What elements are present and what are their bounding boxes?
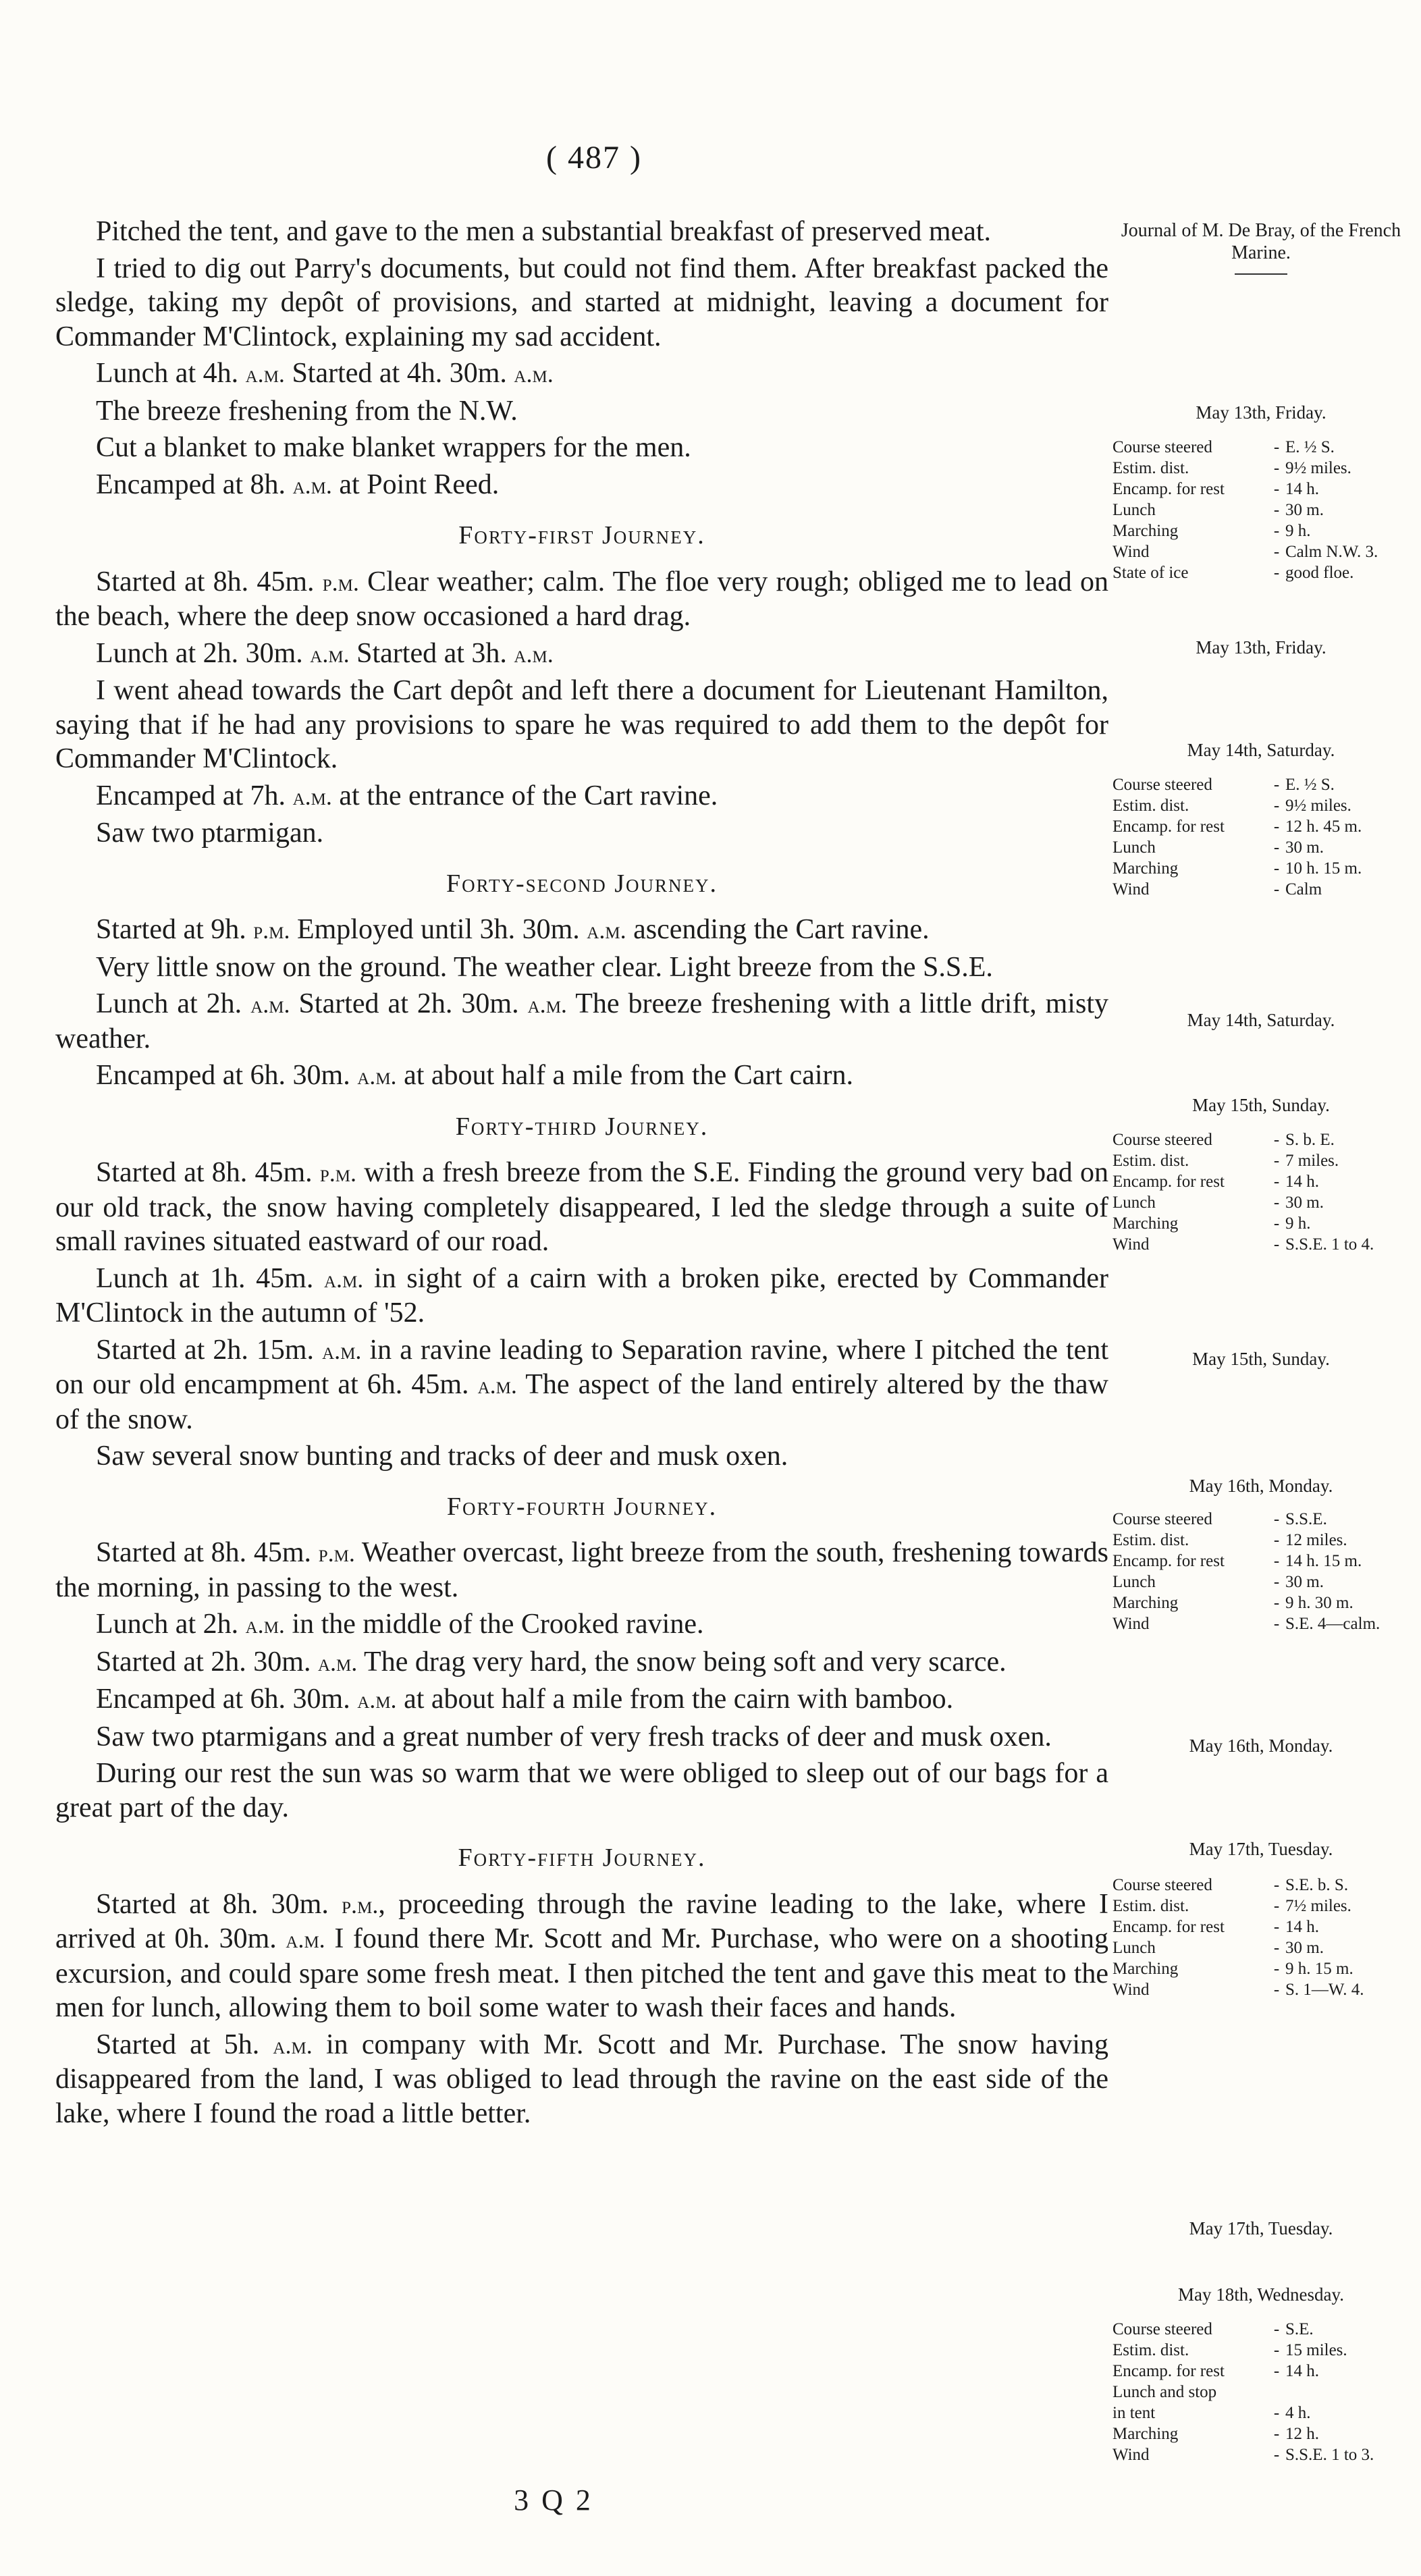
journal-paragraph: Encamped at 7h. a.m. at the entrance of the Cart ravine. (96, 780, 718, 811)
time-marker: a.m. (587, 917, 626, 944)
log-key: State of ice (1112, 564, 1189, 582)
log-value: 9½ miles. (1285, 797, 1351, 815)
journey-heading: Forty-fifth Journey. (458, 1844, 706, 1872)
margin-date: May 18th, Wednesday. (1177, 2284, 1345, 2305)
log-key: Wind (1112, 1235, 1150, 1254)
log-row (1112, 879, 1410, 900)
log-key: Marching (1112, 1214, 1179, 1233)
log-row (1112, 1234, 1410, 1255)
log-value: S. b. E. (1285, 1131, 1335, 1149)
journal-paragraph: Very little snow on the ground. The weather clear. Light breeze from the S.S.E. (96, 951, 993, 983)
log-dash: - (1273, 859, 1280, 878)
log-dash: - (1273, 1876, 1280, 1894)
journal-paragraph: Started at 8h. 45m. p.m. Clear weather; calm. The floe very rough; obliged me to lead on the beach, where the deep snow occasioned a hard drag. (55, 566, 1108, 632)
log-dash: - (1273, 480, 1280, 498)
log-value: 30 m. (1285, 501, 1324, 519)
log-row (1112, 2382, 1410, 2403)
log-row (1112, 458, 1410, 479)
log-row (1112, 2444, 1410, 2465)
journal-paragraph: Started at 8h. 45m. p.m. Weather overcast, light breeze from the south, freshening towards the morning, in passing to the west. (55, 1537, 1108, 1603)
log-value: S.S.E. (1285, 1510, 1327, 1528)
time-marker: a.m. (245, 1611, 285, 1638)
log-dash: - (1273, 1214, 1280, 1233)
log-key: Course steered (1112, 1876, 1212, 1894)
log-value: S. 1—W. 4. (1285, 1981, 1364, 1999)
margin-header: Journal of M. De Bray, of the French Marine. (1121, 220, 1401, 263)
log-row (1112, 479, 1410, 500)
log-key: Course steered (1112, 776, 1212, 794)
log-dash: - (1273, 1193, 1280, 1212)
log-row (1112, 2361, 1410, 2382)
log-row (1112, 520, 1410, 541)
log-value: 14 h. (1285, 480, 1319, 498)
log-value: 30 m. (1285, 1573, 1324, 1591)
log-key: Estim. dist. (1112, 1897, 1189, 1915)
log-value: E. ½ S. (1285, 438, 1335, 456)
log-key: Lunch (1112, 1939, 1156, 1957)
log-row (1112, 2340, 1410, 2361)
log-key: Wind (1112, 880, 1150, 898)
log-row (1112, 1192, 1410, 1213)
log-row (1112, 1509, 1410, 1530)
log-key: Course steered (1112, 438, 1212, 456)
log-key: Lunch (1112, 501, 1156, 519)
journey-heading: Forty-first Journey. (458, 521, 705, 549)
time-marker: p.m. (342, 1891, 379, 1918)
time-marker: a.m. (514, 360, 554, 387)
log-dash: - (1273, 1939, 1280, 1957)
journal-paragraph: Lunch at 4h. a.m. Started at 4h. 30m. a.m. (96, 358, 554, 389)
log-value: 30 m. (1285, 1193, 1324, 1212)
log-dash: - (1273, 1552, 1280, 1570)
margin-date: May 15th, Sunday. (1192, 1349, 1330, 1369)
log-row (1112, 1979, 1410, 2000)
daily-log (1112, 1509, 1410, 1634)
time-marker: a.m. (514, 640, 554, 668)
daily-log (1112, 1875, 1410, 2000)
log-value: 9 h. 30 m. (1285, 1594, 1353, 1612)
time-marker: a.m. (357, 1063, 397, 1090)
log-row (1112, 1572, 1410, 1592)
log-value: S.E. (1285, 2320, 1314, 2338)
log-key: Lunch (1112, 838, 1156, 857)
log-dash: - (1273, 564, 1280, 582)
log-value: 14 h. (1285, 1918, 1319, 1936)
page-number: ( 487 ) (546, 140, 642, 176)
margin-date: May 14th, Saturday. (1187, 1010, 1335, 1030)
journal-paragraph: Encamped at 8h. a.m. at Point Reed. (96, 468, 500, 500)
log-dash: - (1273, 1510, 1280, 1528)
journal-paragraph: Started at 9h. p.m. Employed until 3h. 30m. a.m. ascending the Cart ravine. (96, 914, 930, 945)
log-value: Calm (1285, 880, 1322, 898)
log-key: Course steered (1112, 1510, 1212, 1528)
journal-paragraph: Started at 8h. 30m. p.m., proceeding through the ravine leading to the lake, where I arrived at 0h. 30m. a.m. I found there Mr. Scott and Mr. Purchase, who were on a shooting excursion, and could spare some fresh meat. I then pitched the tent and gave this meat to the men for lunch, allowing them to boil some water to wash their faces and hands. (55, 1888, 1109, 2023)
margin-date: May 14th, Saturday. (1187, 740, 1335, 760)
time-marker: a.m. (310, 640, 350, 668)
journal-paragraph: Started at 5h. a.m. in company with Mr. Scott and Mr. Purchase. The snow having disappeared from the land, I was obliged to lead through the ravine on the east side of the lake, where I found the road a little better. (55, 2029, 1108, 2129)
log-row (1112, 562, 1410, 583)
log-key: Wind (1112, 1615, 1150, 1633)
log-key: Wind (1112, 2446, 1150, 2464)
log-value: 14 h. (1285, 1173, 1319, 1191)
log-value: S.E. b. S. (1285, 1876, 1349, 1894)
journal-paragraph: Started at 2h. 15m. a.m. in a ravine leading to Separation ravine, where I pitched the tent on our old encampment at 6h. 45m. a.m. The aspect of the land entirely altered by the thaw of the snow. (55, 1334, 1108, 1435)
log-row (1112, 1896, 1410, 1916)
log-dash: - (1273, 1573, 1280, 1591)
log-dash: - (1273, 2446, 1280, 2464)
log-row (1112, 837, 1410, 858)
log-row (1112, 1129, 1410, 1150)
log-key: Lunch (1112, 1573, 1156, 1591)
log-row (1112, 541, 1410, 562)
log-key: Encamp. for rest (1112, 2362, 1225, 2380)
margin-column (1112, 219, 1410, 2464)
log-key: Estim. dist. (1112, 459, 1189, 477)
log-dash: - (1273, 776, 1280, 794)
log-key: Course steered (1112, 2320, 1212, 2338)
log-row (1112, 1613, 1410, 1634)
log-dash: - (1273, 1173, 1280, 1191)
time-marker: a.m. (292, 471, 332, 499)
log-key: Marching (1112, 1594, 1179, 1612)
log-key: Encamp. for rest (1112, 817, 1225, 836)
journey-heading: Forty-third Journey. (455, 1112, 709, 1141)
log-value: S.S.E. 1 to 4. (1285, 1235, 1374, 1254)
log-dash: - (1273, 880, 1280, 898)
log-row (1112, 437, 1410, 458)
log-dash: - (1273, 817, 1280, 836)
log-row (1112, 1875, 1410, 1896)
log-value: 30 m. (1285, 1939, 1324, 1957)
log-row (1112, 774, 1410, 795)
log-key: Wind (1112, 543, 1150, 561)
log-dash: - (1273, 501, 1280, 519)
log-dash: - (1273, 1897, 1280, 1915)
log-dash: - (1273, 438, 1280, 456)
log-row (1112, 1916, 1410, 1937)
daily-log (1112, 437, 1410, 583)
margin-date: May 13th, Friday. (1196, 637, 1326, 658)
log-value: 9 h. (1285, 1214, 1311, 1233)
journal-paragraph: Encamped at 6h. 30m. a.m. at about half a mile from the cairn with bamboo. (96, 1684, 954, 1715)
margin-date: May 13th, Friday. (1196, 402, 1326, 423)
log-row (1112, 816, 1410, 837)
journal-paragraph: Lunch at 2h. a.m. Started at 2h. 30m. a.m. The breeze freshening with a little drift, misty weather. (55, 988, 1108, 1054)
journey-heading: Forty-second Journey. (446, 869, 718, 898)
time-marker: a.m. (245, 360, 285, 387)
journal-paragraph: Started at 2h. 30m. a.m. The drag very hard, the snow being soft and very scarce. (96, 1646, 1007, 1678)
log-key: in tent (1112, 2404, 1156, 2422)
journal-paragraph: I tried to dig out Parry's documents, but could not find them. After breakfast packed the sledge, taking my depôt of provisions, and started at midnight, leaving a document for Commander M'Clintock, explaining my sad accident. (55, 252, 1108, 352)
log-dash: - (1273, 2320, 1280, 2338)
log-key: Encamp. for rest (1112, 1918, 1225, 1936)
log-value: E. ½ S. (1285, 776, 1335, 794)
log-row (1112, 2319, 1410, 2340)
log-value: 9 h. 15 m. (1285, 1960, 1353, 1978)
log-dash: - (1273, 1918, 1280, 1936)
log-key: Encamp. for rest (1112, 480, 1225, 498)
log-row (1112, 500, 1410, 520)
log-dash: - (1273, 797, 1280, 815)
log-key: Lunch and stop (1112, 2383, 1217, 2401)
log-value: 12 h. (1285, 2425, 1319, 2443)
journal-body (55, 215, 1108, 2133)
log-key: Estim. dist. (1112, 2341, 1189, 2359)
log-key: Wind (1112, 1981, 1150, 1999)
log-dash: - (1273, 543, 1280, 561)
time-marker: p.m. (253, 917, 290, 944)
journal-paragraph: Lunch at 1h. 45m. a.m. in sight of a cairn with a broken pike, erected by Commander M'Clintock in the autumn of '52. (55, 1262, 1108, 1329)
log-row (1112, 1530, 1410, 1551)
log-dash: - (1273, 1960, 1280, 1978)
log-key: Encamp. for rest (1112, 1173, 1225, 1191)
journal-paragraph: The breeze freshening from the N.W. (96, 395, 518, 427)
log-dash: - (1273, 1981, 1280, 1999)
log-dash: - (1273, 1152, 1280, 1170)
time-marker: a.m. (273, 2031, 313, 2059)
time-marker: a.m. (527, 991, 567, 1018)
margin-date: May 16th, Monday. (1189, 1476, 1333, 1496)
time-marker: a.m. (324, 1265, 364, 1293)
log-value: 9½ miles. (1285, 459, 1351, 477)
log-dash: - (1273, 2425, 1280, 2443)
log-value: 7 miles. (1285, 1152, 1339, 1170)
daily-log (1112, 1129, 1410, 1255)
log-row (1112, 1551, 1410, 1572)
log-row (1112, 2423, 1410, 2444)
journal-paragraph: Saw several snow bunting and tracks of deer and musk oxen. (96, 1441, 788, 1472)
log-value: Calm N.W. 3. (1285, 543, 1378, 561)
log-key: Encamp. for rest (1112, 1552, 1225, 1570)
daily-log (1112, 2319, 1410, 2465)
log-value: 12 miles. (1285, 1531, 1347, 1549)
log-row (1112, 1592, 1410, 1613)
journal-paragraph: Lunch at 2h. a.m. in the middle of the Crooked ravine. (96, 1609, 704, 1640)
journal-paragraph: During our rest the sun was so warm that we were obliged to sleep out of our bags for a great part of the day. (55, 1758, 1108, 1823)
log-key: Course steered (1112, 1131, 1212, 1149)
log-dash (1268, 2382, 1285, 2403)
journal-paragraph: Saw two ptarmigan. (96, 817, 324, 849)
daily-log (1112, 774, 1410, 900)
journal-paragraph: I went ahead towards the Cart depôt and left there a document for Lieutenant Hamilton, saying that if he had any provisions to spare he was required to add them to the depôt for Commander M'Clintock. (55, 675, 1108, 774)
log-key: Lunch (1112, 1193, 1156, 1212)
log-row (1112, 1213, 1410, 1234)
log-dash: - (1273, 459, 1280, 477)
journal-paragraph: Saw two ptarmigans and a great number of very fresh tracks of deer and musk oxen. (96, 1721, 1052, 1752)
time-marker: a.m. (286, 1926, 325, 1953)
log-dash: - (1273, 522, 1280, 540)
log-key: Marching (1112, 1960, 1179, 1978)
log-dash: - (1273, 2404, 1280, 2422)
log-dash: - (1273, 838, 1280, 857)
log-dash: - (1273, 1531, 1280, 1549)
log-key: Estim. dist. (1112, 797, 1189, 815)
log-row (1112, 1958, 1410, 1979)
time-marker: p.m. (318, 1540, 355, 1567)
time-marker: p.m. (319, 1160, 357, 1187)
margin-date: May 17th, Tuesday. (1189, 2218, 1333, 2238)
time-marker: a.m. (322, 1337, 362, 1364)
margin-date: May 16th, Monday. (1189, 1736, 1333, 1756)
log-key: Marching (1112, 2425, 1179, 2443)
log-value (1285, 2382, 1410, 2403)
log-value: 15 miles. (1285, 2341, 1347, 2359)
time-marker: a.m. (477, 1372, 517, 1399)
log-dash: - (1273, 2341, 1280, 2359)
signature-mark: 3 Q 2 (514, 2484, 593, 2517)
time-marker: a.m. (357, 1686, 397, 1713)
log-dash: - (1273, 1235, 1280, 1254)
log-dash: - (1273, 1131, 1280, 1149)
journal-paragraph: Cut a blanket to make blanket wrappers for the men. (96, 432, 691, 463)
journal-paragraph: Started at 8h. 45m. p.m. with a fresh breeze from the S.E. Finding the ground very bad on our old track, the snow having completely disappeared, I led the sledge through a suite of small ravines situated eastward of our road. (55, 1157, 1108, 1257)
time-marker: a.m. (250, 991, 290, 1018)
log-value: 9 h. (1285, 522, 1311, 540)
log-value: S.S.E. 1 to 3. (1285, 2446, 1374, 2464)
time-marker: p.m. (322, 568, 359, 596)
log-row (1112, 858, 1410, 879)
journal-paragraph: Encamped at 6h. 30m. a.m. at about half a mile from the Cart cairn. (96, 1060, 853, 1091)
log-row (1112, 795, 1410, 816)
margin-date: May 15th, Sunday. (1192, 1095, 1330, 1115)
log-row (1112, 1937, 1410, 1958)
log-value: 14 h. (1285, 2362, 1319, 2380)
time-marker: a.m. (292, 782, 332, 810)
log-value: 7½ miles. (1285, 1897, 1351, 1915)
time-marker: a.m. (317, 1648, 358, 1676)
log-key: Estim. dist. (1112, 1531, 1189, 1549)
journal-paragraph: Pitched the tent, and gave to the men a substantial breakfast of preserved meat. (96, 216, 992, 247)
log-value: 4 h. (1285, 2404, 1311, 2422)
log-dash: - (1273, 2362, 1280, 2380)
log-row (1112, 1171, 1410, 1192)
margin-rule (1235, 273, 1287, 275)
margin-date: May 17th, Tuesday. (1189, 1839, 1333, 1859)
log-key: Estim. dist. (1112, 1152, 1189, 1170)
log-value: S.E. 4—calm. (1285, 1615, 1380, 1633)
log-value: good floe. (1285, 564, 1354, 582)
journey-heading: Forty-fourth Journey. (446, 1492, 718, 1521)
log-row (1112, 1150, 1410, 1171)
log-row (1112, 2403, 1410, 2423)
log-value: 30 m. (1285, 838, 1324, 857)
log-value: 10 h. 15 m. (1285, 859, 1362, 878)
journal-paragraph: Lunch at 2h. 30m. a.m. Started at 3h. a.m. (96, 637, 554, 669)
log-dash: - (1273, 1615, 1280, 1633)
log-value: 12 h. 45 m. (1285, 817, 1362, 836)
log-key: Marching (1112, 859, 1179, 878)
log-dash: - (1273, 1594, 1280, 1612)
log-key: Marching (1112, 522, 1179, 540)
log-value: 14 h. 15 m. (1285, 1552, 1362, 1570)
